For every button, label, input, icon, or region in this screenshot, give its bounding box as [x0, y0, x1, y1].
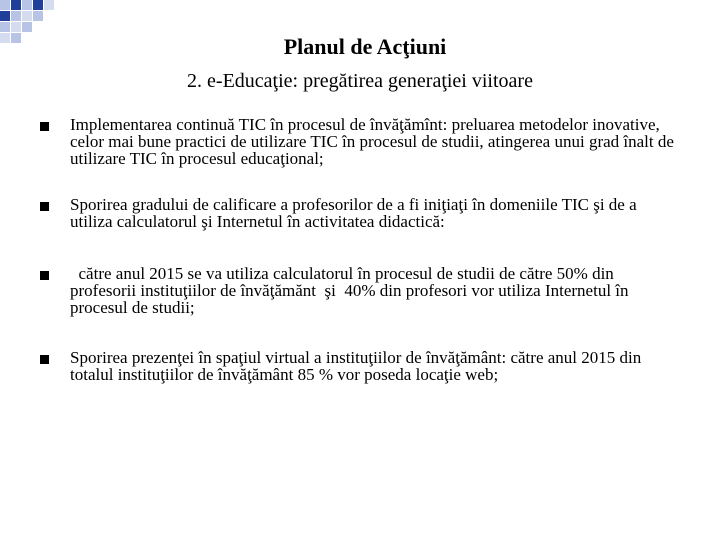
- bullet-item: [40, 116, 680, 167]
- square-bullet-icon: [40, 271, 49, 280]
- bullet-list: [40, 116, 680, 383]
- bullet-text: Sporirea prezenţei în spaţiul virtual a instituţiilor de învăţământ: către anul 2015 din totalul instituţiilor de învăţământ 85 % vor poseda locaţie web;: [70, 348, 642, 384]
- bullet-text: Sporirea gradului de calificare a profesorilor de a fi iniţiaţi în domeniile TIC şi de a utiliza calculatorul şi Internetul în activitatea didactică:: [70, 195, 637, 231]
- slide-subtitle: 2. e-Educaţie: pregătirea generaţiei viitoare: [187, 70, 533, 92]
- square-bullet-icon: [40, 355, 49, 364]
- slide-title: Planul de Acţiuni: [283, 34, 447, 59]
- bullet-item: [40, 265, 680, 316]
- square-bullet-icon: [40, 122, 49, 131]
- bullet-text: Implementarea continuă TIC în procesul de învăţămînt: preluarea metodelor inovative, celor mai bune practici de utilizare TIC în procesul de studii, atingerea unui grad înalt de utilizare TIC în procesul educaţional;: [70, 115, 674, 168]
- bullet-text: către anul 2015 se va utiliza calculatorul în procesul de studii de către 50% din profesorii instituţiilor de învăţămănt şi 40% din profesori vor utiliza Internetul în procesul de studii;: [70, 264, 633, 317]
- bullet-item: [40, 196, 680, 230]
- bullet-item: [40, 349, 680, 383]
- square-bullet-icon: [40, 202, 49, 211]
